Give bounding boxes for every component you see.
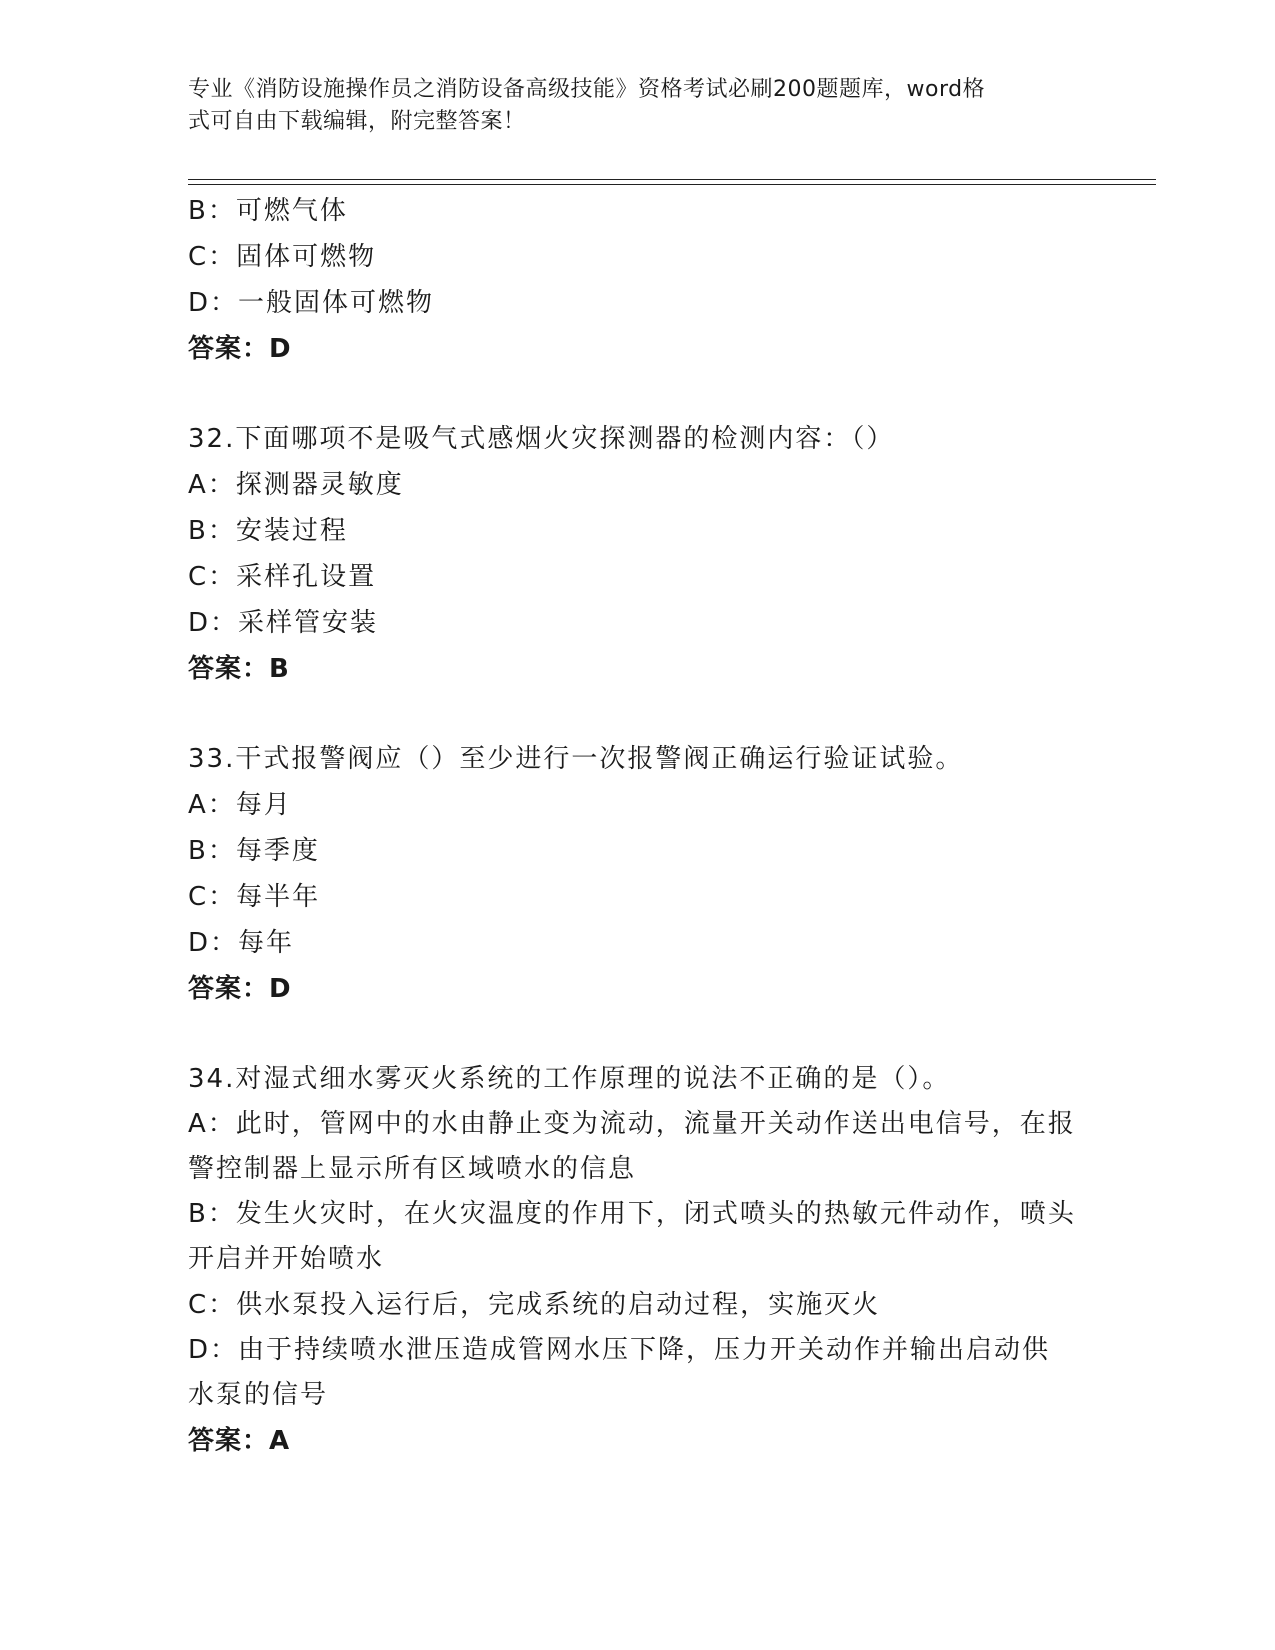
option-b: B：安装过程: [188, 516, 348, 546]
question-32: [188, 416, 1088, 692]
option-d: D：每年: [188, 928, 295, 958]
option-b: B：发生火灾时，在火灾温度的作用下，闭式喷头的热敏元件动作，喷头开启并开始喷水: [188, 1199, 1076, 1274]
option-d: D：采样管安装: [188, 608, 379, 638]
option-d: D：一般固体可燃物: [188, 288, 435, 318]
document-header: [188, 74, 1068, 138]
header-divider-top: [188, 179, 1156, 180]
option-a: A：每月: [188, 790, 292, 820]
header-line-1: 专业《消防设施操作员之消防设备高级技能》资格考试必刷200题题库，word格: [188, 77, 986, 102]
option-b: B：可燃气体: [188, 196, 348, 226]
header-divider-bottom: [188, 184, 1156, 185]
answer-line: 答案：B: [188, 654, 290, 684]
question-31-continued: [188, 188, 1088, 372]
question-content: [188, 188, 1088, 1464]
answer-line: 答案：D: [188, 334, 292, 364]
question-stem: 34.对湿式细水雾灭火系统的工作原理的说法不正确的是（）。: [188, 1064, 951, 1094]
answer-line: 答案：A: [188, 1426, 291, 1456]
option-c: C：供水泵投入运行后，完成系统的启动过程，实施灭火: [188, 1290, 881, 1320]
question-stem: 33.干式报警阀应（）至少进行一次报警阀正确运行验证试验。: [188, 744, 964, 774]
question-34: [188, 1056, 1088, 1464]
spacer: [188, 692, 1088, 736]
option-a: A：探测器灵敏度: [188, 470, 404, 500]
option-c: C：固体可燃物: [188, 242, 377, 272]
option-a: A：此时，管网中的水由静止变为流动，流量开关动作送出电信号，在报警控制器上显示所有区域喷水的信息: [188, 1109, 1076, 1184]
option-c: C：每半年: [188, 882, 321, 912]
option-c: C：采样孔设置: [188, 562, 377, 592]
header-line-2: 式可自由下载编辑，附完整答案！: [188, 109, 526, 134]
spacer: [188, 372, 1088, 416]
option-b: B：每季度: [188, 836, 320, 866]
option-d: D：由于持续喷水泄压造成管网水压下降，压力开关动作并输出启动供水泵的信号: [188, 1335, 1051, 1410]
question-stem: 32.下面哪项不是吸气式感烟火灾探测器的检测内容：（）: [188, 424, 895, 454]
question-33: [188, 736, 1088, 1012]
spacer: [188, 1012, 1088, 1056]
answer-line: 答案：D: [188, 974, 292, 1004]
